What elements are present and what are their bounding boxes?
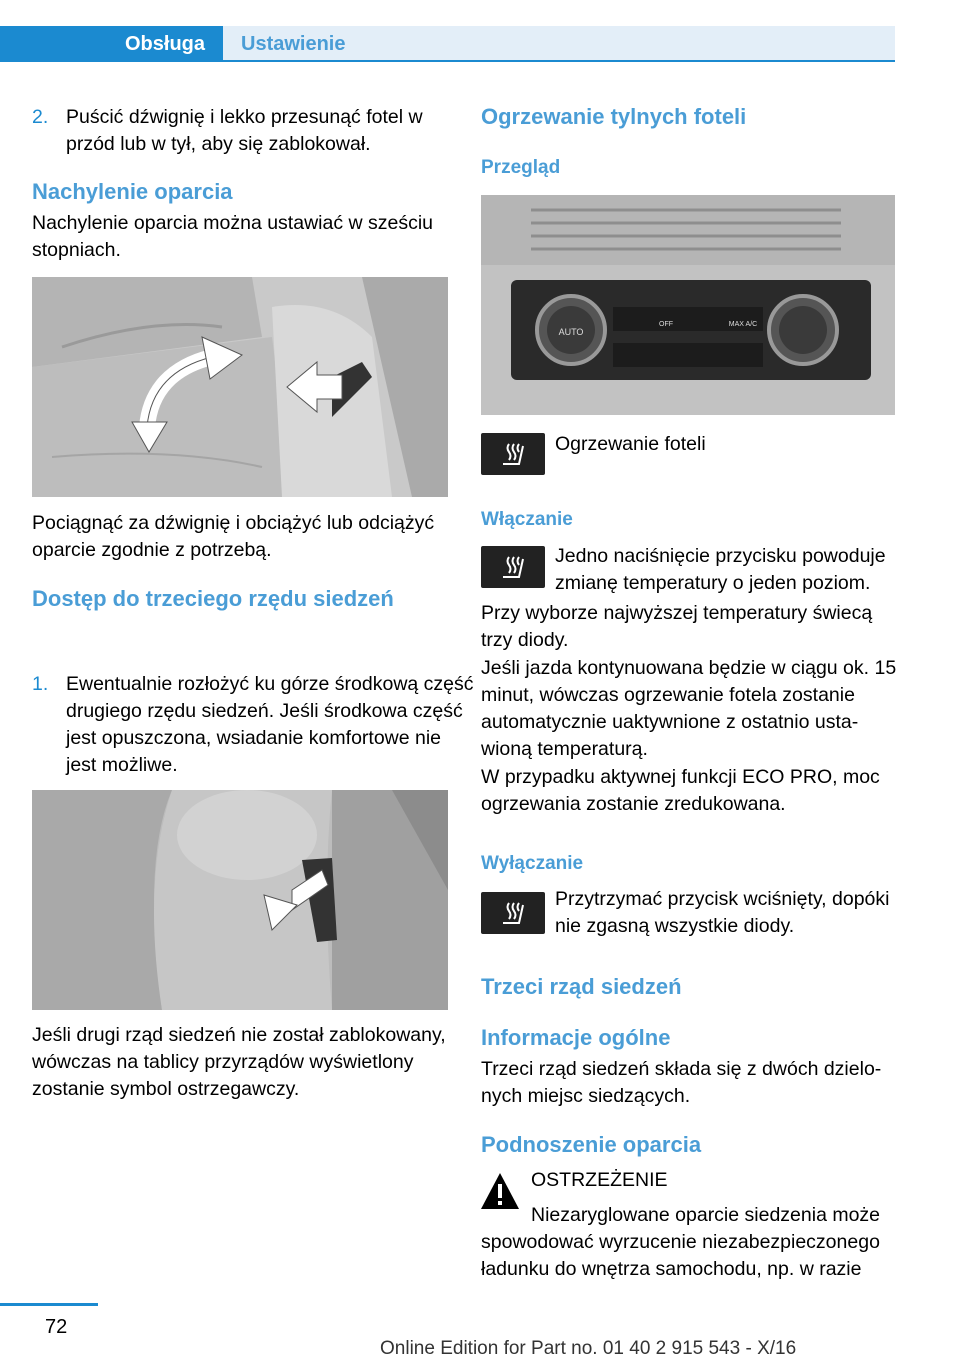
warning-text-first-line: Niezaryglowane oparcie siedzenia może	[531, 1204, 881, 1226]
step-number: 1.	[32, 673, 49, 695]
edition-footer: Online Edition for Part no. 01 40 2 915 543 - X/16	[380, 1338, 797, 1359]
seat-heating-icon	[481, 546, 545, 588]
switch-on-text-3: W przypadku aktywnej funkcji ECO PRO, moc ogrzewania zostanie zredukowana.	[481, 766, 880, 815]
heading-general-info: Informacje ogólne	[481, 1025, 671, 1050]
warning-title: OSTRZEŻENIE	[531, 1169, 668, 1191]
backrest-adjust-photo	[32, 277, 448, 497]
seat-heating-icon	[481, 433, 545, 475]
tab-ustawienie[interactable]: Ustawienie	[223, 26, 895, 62]
heading-third-row: Trzeci rząd siedzeń	[481, 974, 682, 999]
page-number: 72	[45, 1316, 68, 1338]
step-text: Puścić dźwignię i lekko przesunąć fotel w przód lub w tył, aby się zablokował.	[66, 106, 423, 155]
seat-heating-icon	[481, 892, 545, 934]
fold-seat-photo	[32, 790, 448, 1010]
panel-label-max: MAX A/C	[728, 321, 758, 328]
backrest-caption: Pociągnąć za dźwignię i obciążyć lub odciążyć oparcie zgodnie z potrzebą.	[32, 512, 435, 561]
heading-backrest: Nachylenie oparcia	[32, 179, 233, 204]
backrest-text: Nachylenie oparcia można ustawiać w sześciu stopniach.	[32, 212, 434, 261]
general-info-text: Trzeci rząd siedzeń składa się z dwóch dzielonych miejsc siedzących.	[481, 1058, 882, 1107]
seat-heating-label: Ogrzewanie foteli	[555, 433, 706, 455]
heading-switch-on: Włączanie	[481, 509, 573, 530]
switch-on-text-1: Przy wyborze najwyższej temperatury świecą trzy diody.	[481, 602, 873, 651]
heading-overview: Przegląd	[481, 157, 561, 178]
rear-climate-panel-photo	[481, 195, 895, 415]
heading-switch-off: Wyłączanie	[481, 853, 584, 874]
warning-icon	[479, 1171, 521, 1211]
panel-label-off: OFF	[659, 321, 673, 328]
warning-text-continuation: spowodować wyrzucenie niezabezpieczonego ładunku do wnętrza samochodu, np. w razie	[481, 1231, 880, 1280]
step-text: Ewentualnie rozłożyć ku górze środkową część drugiego rzędu siedzeń. Jeśli środkowa część jest opuszczona, wsiadanie komfortowe nie jest możliwe.	[66, 673, 474, 776]
switch-on-instruction: Jedno naciśnięcie przycisku powoduje zmianę temperatury o jeden poziom.	[555, 545, 886, 594]
footer-divider	[0, 1303, 98, 1306]
access-step-1	[32, 671, 476, 779]
switch-off-instruction: Przytrzymać przycisk wciśnięty, dopóki nie zgasną wszystkie diody.	[555, 888, 890, 937]
panel-label-auto: AUTO	[558, 327, 584, 337]
fold-caption: Jeśli drugi rząd siedzeń nie został zablokowany, wówczas na tablicy przyrządów wyświetlony zostanie symbol ostrzegawczy.	[32, 1024, 446, 1100]
heading-rear-seat-heating: Ogrzewanie tylnych foteli	[481, 104, 747, 129]
tab-obsluga[interactable]: Obsługa	[0, 26, 223, 62]
header-divider	[0, 60, 895, 62]
step-2-release	[32, 104, 476, 158]
heading-third-row-access: Dostęp do trzeciego rzędu siedzeń	[32, 586, 394, 611]
step-number: 2.	[32, 106, 49, 128]
heading-raise-backrest: Podnoszenie oparcia	[481, 1132, 702, 1157]
switch-on-text-2: Jeśli jazda kontynuowana będzie w ciągu ok. 15 minut, wówczas ogrzewanie fotela zostanie automatycznie uaktywnione z ostatnio ustawioną temperaturą.	[481, 657, 897, 760]
